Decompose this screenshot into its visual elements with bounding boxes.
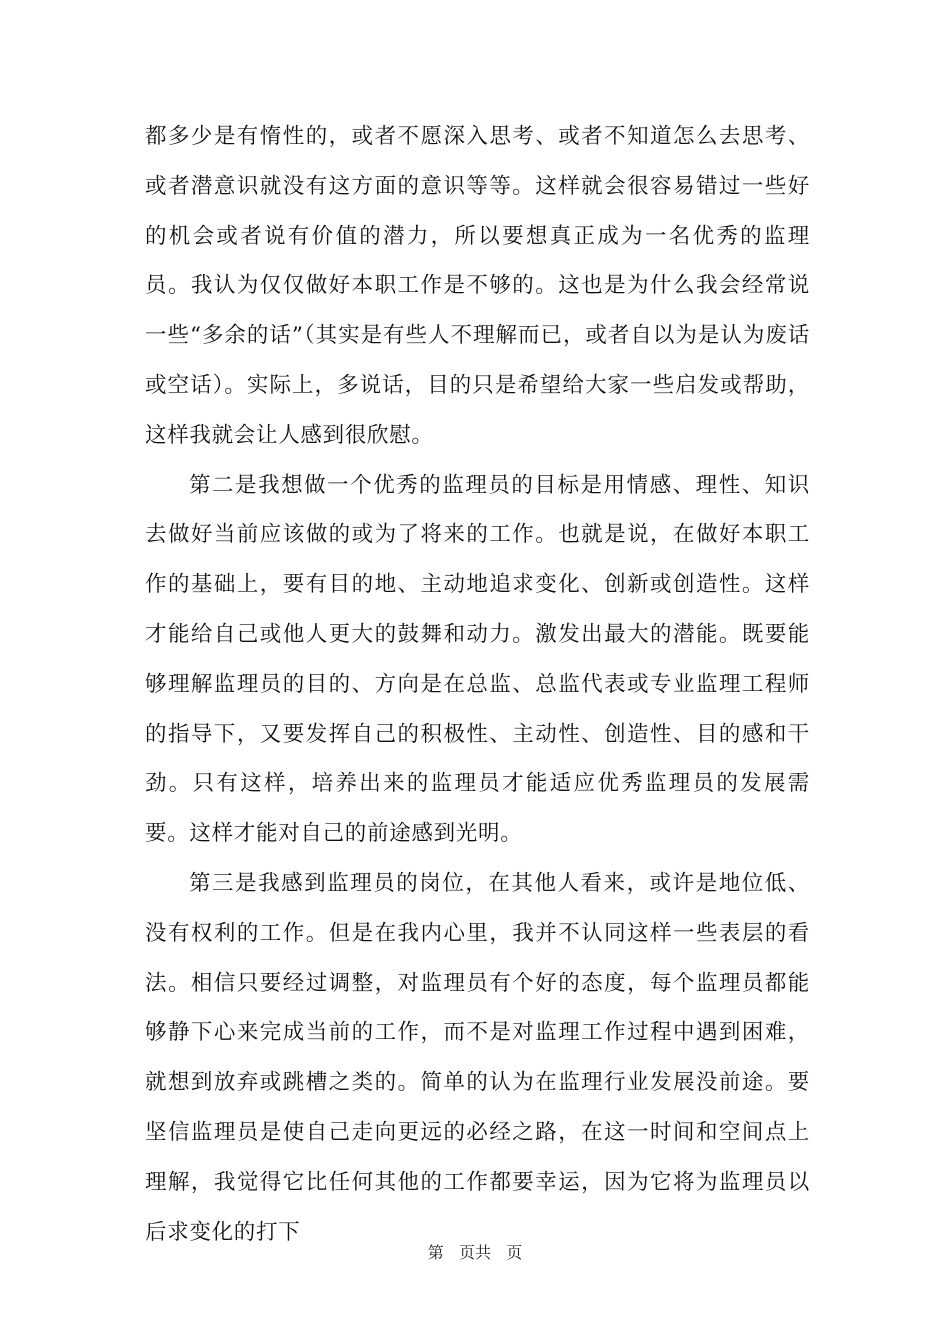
paragraph-third-point: 第三是我感到监理员的岗位，在其他人看来，或许是地位低、没有权利的工作。但是在我内心里，我并不认同这样一些表层的看法。相信只要经过调整，对监理员有个好的态度，每个监理员都能够静下心来完成当前的工作，而不是对监理工作过程中遇到困难，就想到放弃或跳槽之类的。简单的认为在监理行业发展没前途。要坚信监理员是使自己走向更远的必经之路，在这一时间和空间点上理解，我觉得它比任何其他的工作都要幸运，因为它将为监理员以后求变化的打下	[145, 870, 810, 1245]
paragraph-continuation: 都多少是有惰性的，或者不愿深入思考、或者不知道怎么去思考、或者潜意识就没有这方面的意识等等。这样就会很容易错过一些好的机会或者说有价值的潜力，所以要想真正成为一名优秀的监理员。我认为仅仅做好本职工作是不够的。这也是为什么我会经常说一些“多余的话”（其实是有些人不理解而已，或者自以为是认为废话或空话）。实际上，多说话，目的只是希望给大家一些启发或帮助，这样我就会让人感到很欣慰。	[145, 124, 810, 448]
page-footer	[0, 1243, 950, 1263]
document-body	[145, 112, 810, 1257]
page-number-footer: 第 页共 页	[427, 1243, 523, 1262]
paragraph-second-point: 第二是我想做一个优秀的监理员的目标是用情感、理性、知识去做好当前应该做的或为了将来的工作。也就是说，在做好本职工作的基础上，要有目的地、主动地追求变化、创新或创造性。这样才能给自己或他人更大的鼓舞和动力。激发出最大的潜能。既要能够理解监理员的目的、方向是在总监、总监代表或专业监理工程师的指导下，又要发挥自己的积极性、主动性、创造性、目的感和干劲。只有这样，培养出来的监理员才能适应优秀监理员的发展需要。这样才能对自己的前途感到光明。	[145, 472, 810, 847]
